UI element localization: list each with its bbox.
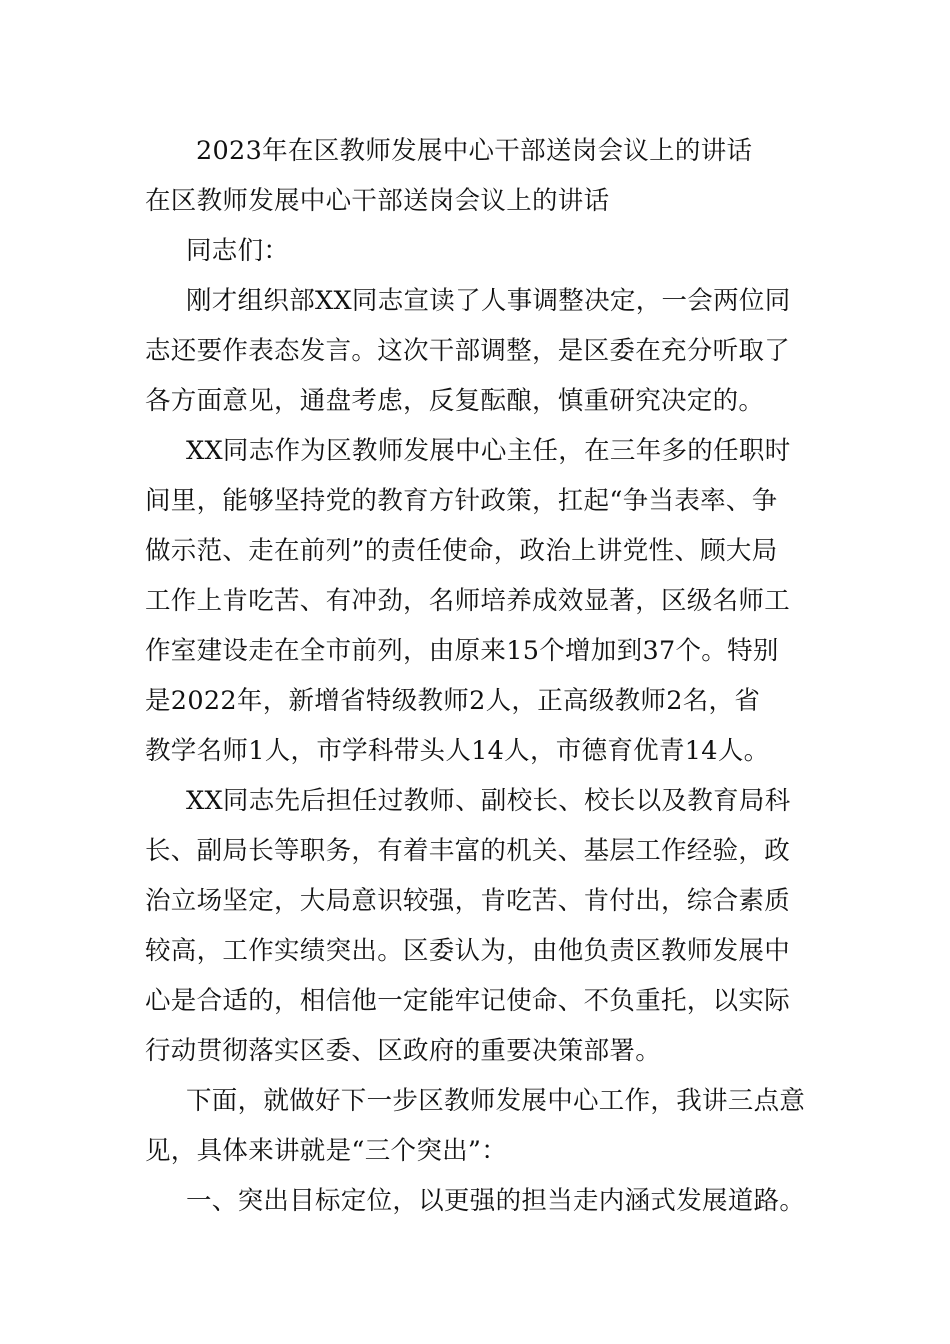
- paragraph-line: XX同志作为区教师发展中心主任，在三年多的任职时: [186, 436, 791, 466]
- paragraph-line: 较高，工作实绩突出。区委认为，由他负责区教师发展中: [145, 936, 791, 966]
- greeting: 同志们：: [186, 236, 290, 266]
- paragraph-line: 心是合适的，相信他一定能牢记使命、不负重托，以实际: [145, 986, 791, 1016]
- paragraph-line: 长、副局长等职务，有着丰富的机关、基层工作经验，政: [145, 836, 791, 866]
- paragraph-line: 间里，能够坚持党的教育方针政策，扛起“争当表率、争: [145, 486, 778, 516]
- document-subtitle: 在区教师发展中心干部送岗会议上的讲话: [145, 186, 610, 216]
- paragraph-line: 志还要作表态发言。这次干部调整，是区委在充分听取了: [145, 336, 791, 366]
- paragraph-line: 教学名师1人，市学科带头人14人，市德育优青14人。: [145, 736, 770, 766]
- paragraph-line: 作室建设走在全市前列，由原来15个增加到37个。特别: [145, 636, 779, 666]
- paragraph-line: 行动贯彻落实区委、区政府的重要决策部署。: [145, 1036, 662, 1066]
- paragraph-line: 刚才组织部XX同志宣读了人事调整决定，一会两位同: [186, 286, 791, 316]
- paragraph-line: XX同志先后担任过教师、副校长、校长以及教育局科: [186, 786, 791, 816]
- paragraph-line: 见，具体来讲就是“三个突出”：: [145, 1136, 508, 1166]
- section-heading: 一、突出目标定位，以更强的担当走内涵式发展道路。: [186, 1186, 806, 1216]
- document-title: 2023年在区教师发展中心干部送岗会议上的讲话: [196, 136, 753, 166]
- paragraph-line: 治立场坚定，大局意识较强，肯吃苦、肯付出，综合素质: [145, 886, 791, 916]
- paragraph-line: 工作上肯吃苦、有冲劲，名师培养成效显著，区级名师工: [145, 586, 791, 616]
- paragraph-line: 做示范、走在前列”的责任使命，政治上讲党性、顾大局: [145, 536, 778, 566]
- paragraph-line: 是2022年，新增省特级教师2人，正高级教师2名，省: [145, 686, 761, 716]
- paragraph-line: 各方面意见，通盘考虑，反复酝酿，慎重研究决定的。: [145, 386, 765, 416]
- paragraph-line: 下面，就做好下一步区教师发展中心工作，我讲三点意: [186, 1086, 806, 1116]
